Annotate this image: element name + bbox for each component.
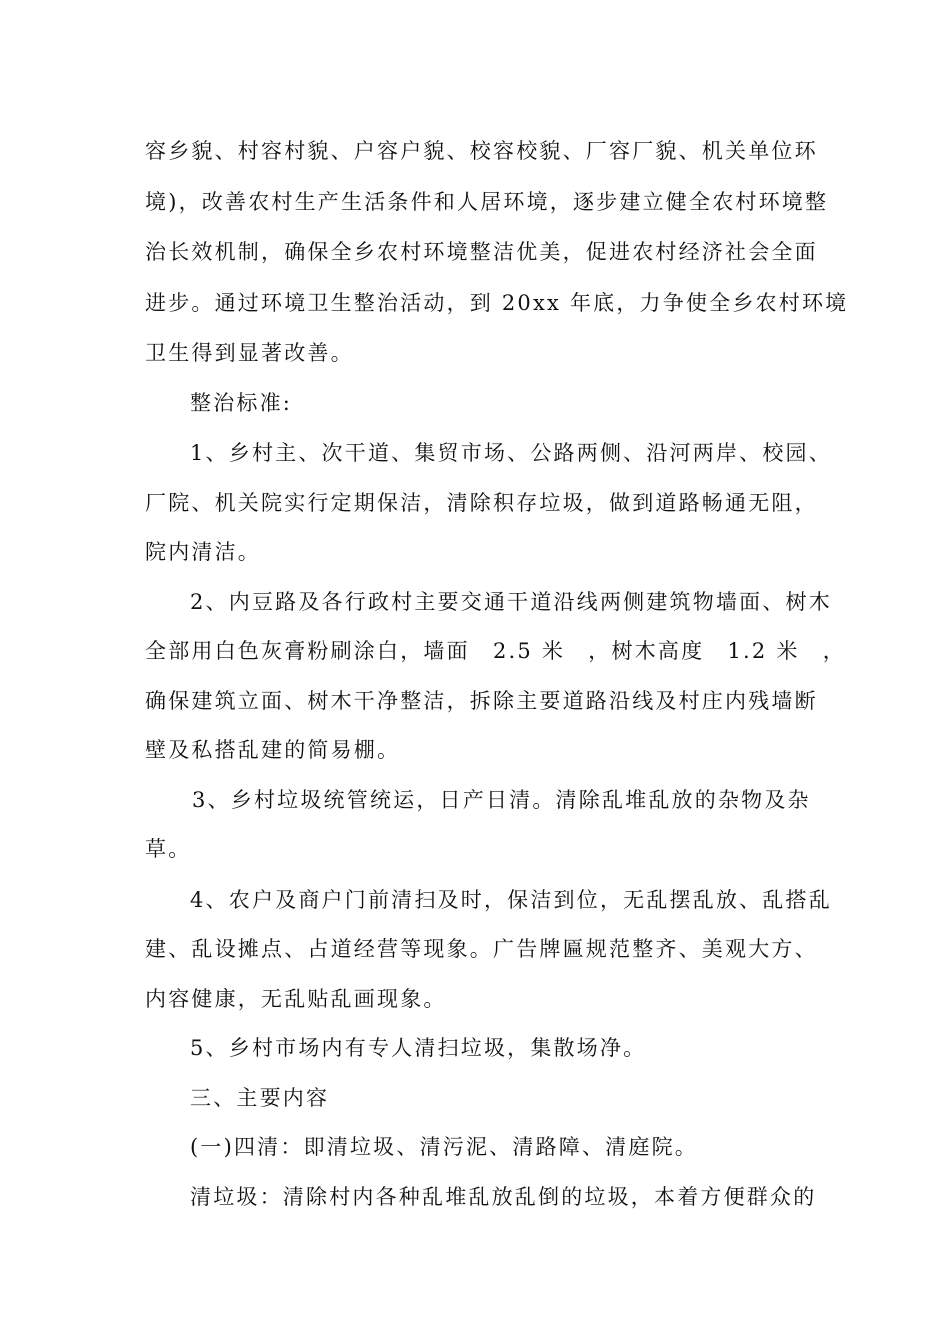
- text-line: 壁及私搭乱建的简易棚。: [145, 738, 401, 762]
- section-heading: 整治标准:: [190, 391, 293, 415]
- text-line: 确保建筑立面、树木干净整洁，拆除主要道路沿线及村庄内残墙断: [145, 689, 818, 713]
- section-heading: 三、主要内容: [190, 1086, 330, 1110]
- text-line: 境)，改善农村生产生活条件和人居环境，逐步建立健全农村环境整: [145, 190, 829, 214]
- text-line: 清垃圾：清除村内各种乱堆乱放乱倒的垃圾，本着方便群众的: [190, 1185, 817, 1209]
- text-line: 建、乱设摊点、占道经营等现象。广告牌匾规范整齐、美观大方、: [145, 937, 818, 961]
- text-line: 4、农户及商户门前清扫及时，保洁到位，无乱摆乱放、乱搭乱: [190, 888, 832, 912]
- text-line: 容乡貌、村容村貌、户容户貌、校容校貌、厂容厂貌、机关单位环: [145, 139, 818, 163]
- text-line: 2、内豆路及各行政村主要交通干道沿线两侧建筑物墙面、树木: [190, 590, 832, 614]
- text-line: 5、乡村市场内有专人清扫垃圾，集散场净。: [190, 1036, 647, 1060]
- text-line: 3、乡村垃圾统管统运，日产日清。清除乱堆乱放的杂物及杂: [192, 788, 811, 812]
- text-line: 卫生得到显著改善。: [145, 341, 354, 365]
- text-line: 厂院、机关院实行定期保洁，清除积存垃圾，做到道路畅通无阻，: [145, 491, 818, 515]
- text-line: 全部用白色灰膏粉刷涂白，墙面 2.5 米 ，树木高度 1.2 米 ，: [145, 639, 846, 663]
- text-line: 进步。通过环境卫生整治活动，到 20xx 年底，力争使全乡农村环境: [145, 291, 849, 315]
- text-line: 院内清洁。: [145, 540, 261, 564]
- text-line: 内容健康，无乱贴乱画现象。: [145, 987, 447, 1011]
- text-line: 1、乡村主、次干道、集贸市场、公路两侧、沿河两岸、校园、: [190, 441, 832, 465]
- text-line: 草。: [145, 837, 192, 861]
- subsection-heading: (一)四清：即清垃圾、清污泥、清路障、清庭院。: [190, 1135, 698, 1159]
- text-line: 治长效机制，确保全乡农村环境整洁优美，促进农村经济社会全面: [145, 240, 818, 264]
